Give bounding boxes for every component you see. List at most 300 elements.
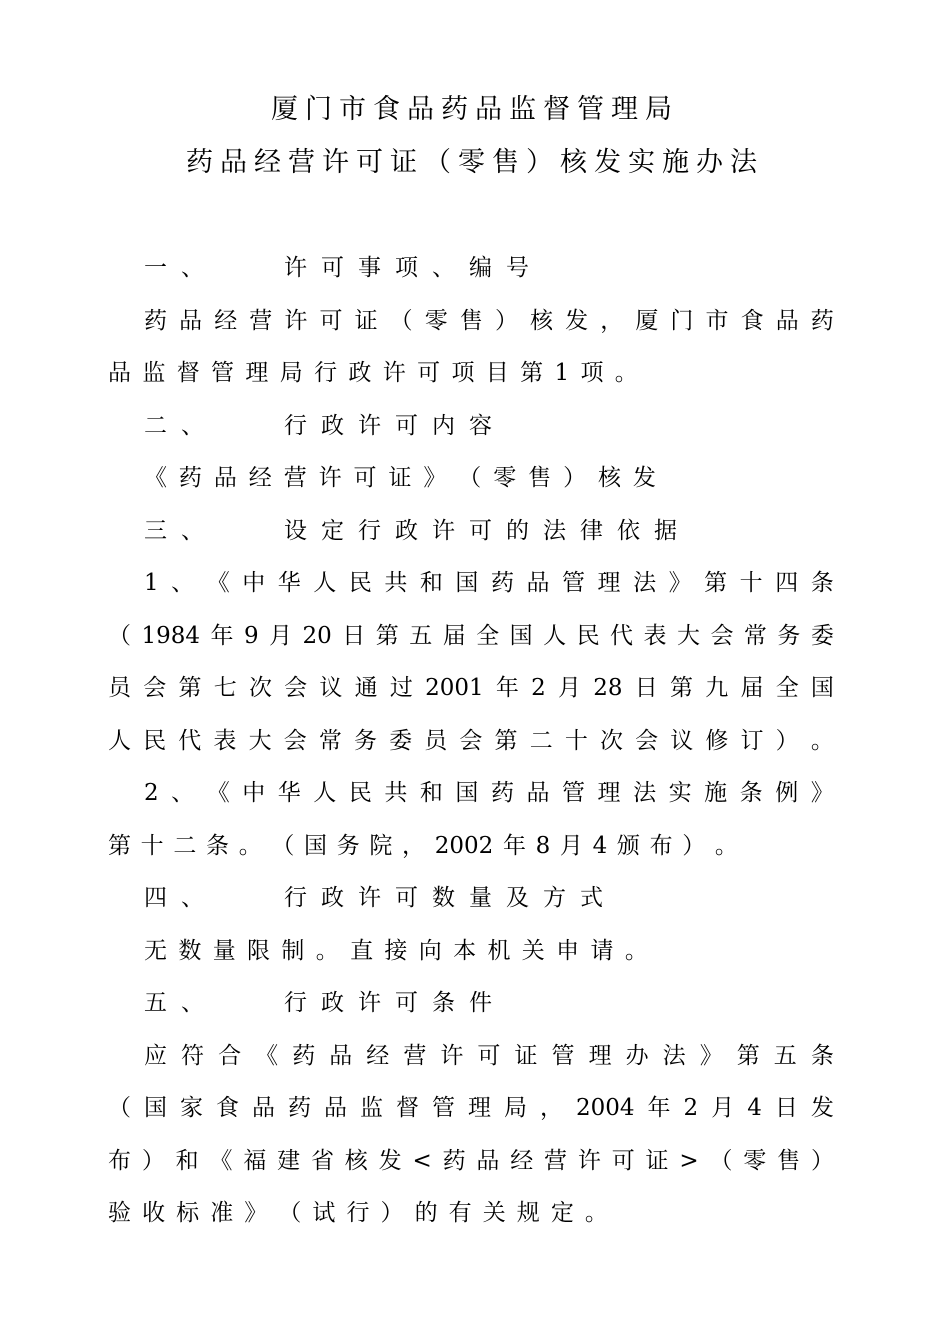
- text-glyph: 直: [350, 937, 374, 964]
- spread-line: [108, 723, 834, 759]
- text-glyph: 局: [279, 360, 303, 386]
- text-glyph: 品: [252, 1095, 275, 1121]
- text-glyph: 发: [810, 1095, 834, 1121]
- text-glyph: 量: [212, 937, 236, 964]
- text-glyph: 表: [643, 622, 667, 649]
- text-glyph: 监: [360, 1095, 383, 1121]
- section-heading-3: [108, 513, 834, 566]
- text-glyph: 1: [554, 360, 570, 386]
- section-number: 二、: [144, 412, 218, 439]
- text-glyph: 9: [243, 622, 259, 649]
- text-glyph: 食: [216, 1095, 239, 1121]
- text-glyph: 二: [529, 727, 553, 754]
- text-glyph: 证: [514, 1042, 538, 1069]
- text-glyph: 营: [403, 1042, 427, 1069]
- text-glyph: 证: [354, 307, 378, 334]
- text-glyph: 2001: [425, 675, 484, 701]
- text-glyph: （: [389, 307, 413, 334]
- text-glyph: ）: [563, 465, 587, 491]
- text-glyph: 月: [559, 832, 583, 859]
- text-glyph: 理: [588, 1042, 612, 1069]
- text-glyph: 第: [736, 1042, 760, 1069]
- text-glyph: 通: [354, 675, 378, 701]
- text-glyph: 会: [635, 727, 659, 754]
- text-glyph: 本: [453, 937, 477, 964]
- text-glyph: 《: [144, 465, 167, 491]
- spread-line: [144, 1038, 834, 1074]
- text-glyph: ，: [540, 1095, 563, 1121]
- text-glyph: 中: [242, 780, 266, 806]
- text-glyph: 颁: [616, 832, 640, 859]
- text-glyph: ）: [494, 307, 518, 334]
- text-glyph: 管: [562, 780, 586, 806]
- text-glyph: 向: [418, 937, 442, 964]
- text-glyph: 药: [292, 1042, 316, 1069]
- text-glyph: 药: [810, 307, 834, 334]
- text-glyph: 药: [288, 1095, 311, 1121]
- text-glyph: 九: [705, 675, 729, 701]
- text-glyph: 。: [714, 832, 738, 859]
- text-glyph: 品: [179, 307, 203, 334]
- text-glyph: 项: [451, 360, 475, 386]
- text-glyph: 药: [178, 465, 202, 491]
- text-glyph: 院: [369, 832, 393, 859]
- text-glyph: 品: [775, 307, 799, 334]
- text-glyph: 可: [477, 1042, 501, 1069]
- section-number: 一、: [144, 255, 218, 281]
- text-glyph: 厦: [635, 307, 659, 334]
- text-glyph: 人: [543, 622, 567, 649]
- text-glyph: 建: [277, 1147, 301, 1174]
- text-glyph: 请: [590, 937, 614, 964]
- text-glyph: 会: [284, 675, 308, 701]
- text-glyph: 发: [632, 465, 656, 491]
- text-glyph: 关: [521, 937, 545, 964]
- text-glyph: 代: [178, 727, 202, 754]
- text-glyph: 会: [143, 675, 167, 701]
- text-glyph: 月: [711, 1095, 735, 1121]
- text-glyph: 食: [740, 307, 764, 334]
- text-glyph: 品: [526, 570, 550, 596]
- text-glyph: 五: [409, 622, 433, 649]
- text-glyph: 人: [313, 570, 337, 596]
- text-glyph: 法: [633, 570, 657, 596]
- text-glyph: 条: [810, 570, 834, 596]
- document-title-line1: 厦门市食品药品监督管理局: [271, 94, 679, 125]
- spread-line: [108, 1143, 834, 1179]
- text-glyph: 28: [593, 675, 623, 701]
- text-glyph: 五: [773, 1042, 797, 1069]
- text-glyph: 常: [318, 727, 342, 754]
- section-heading-2: [108, 408, 834, 461]
- spread-line: [108, 618, 834, 654]
- text-glyph: 营: [249, 307, 273, 334]
- text-glyph: 售: [777, 1147, 801, 1174]
- text-glyph: 。: [624, 937, 648, 964]
- text-glyph: 实: [668, 780, 692, 806]
- text-glyph: ）: [380, 1200, 404, 1226]
- text-glyph: 有: [448, 1200, 472, 1226]
- text-glyph: 修: [705, 727, 729, 754]
- text-glyph: 大: [676, 622, 700, 649]
- paragraph-line: [108, 828, 834, 881]
- text-glyph: 条: [810, 1042, 834, 1069]
- text-glyph: 经: [510, 1147, 534, 1174]
- text-glyph: 理: [468, 1095, 491, 1121]
- text-glyph: 议: [319, 675, 343, 701]
- section-number: 四、: [144, 885, 218, 911]
- section-heading-1: [108, 250, 834, 303]
- text-glyph: 办: [625, 1042, 649, 1069]
- text-glyph: 第: [520, 360, 544, 386]
- text-glyph: 例: [775, 780, 799, 806]
- spread-line: [108, 670, 834, 706]
- text-glyph: 零: [493, 465, 517, 491]
- text-glyph: 8: [535, 832, 551, 859]
- text-glyph: 民: [576, 622, 600, 649]
- text-glyph: 零: [424, 307, 448, 334]
- text-glyph: 监: [142, 360, 166, 386]
- text-glyph: 法: [633, 780, 657, 806]
- text-glyph: 2004: [576, 1095, 635, 1121]
- text-glyph: 十: [739, 570, 763, 596]
- text-glyph: 试: [312, 1200, 336, 1226]
- text-glyph: 可: [611, 1147, 635, 1174]
- text-glyph: 第: [375, 622, 399, 649]
- text-glyph: 合: [218, 1042, 242, 1069]
- text-glyph: 。: [315, 937, 339, 964]
- text-glyph: 第: [108, 832, 131, 859]
- text-glyph: 全: [775, 675, 799, 701]
- text-glyph: 经: [366, 1042, 390, 1069]
- text-glyph: 机: [487, 937, 511, 964]
- text-glyph: 《: [209, 1147, 233, 1174]
- text-glyph: 务: [353, 727, 377, 754]
- spread-line: [108, 355, 638, 391]
- text-glyph: 四: [775, 570, 799, 596]
- text-glyph: 共: [384, 780, 408, 806]
- text-glyph: 和: [175, 1147, 199, 1174]
- text-glyph: 药: [490, 570, 514, 596]
- text-glyph: 《: [255, 1042, 279, 1069]
- section-number: 五、: [144, 990, 218, 1016]
- text-glyph: 日: [634, 675, 658, 701]
- text-glyph: 年: [495, 675, 519, 701]
- text-glyph: 七: [213, 675, 237, 701]
- text-glyph: 十: [564, 727, 588, 754]
- text-glyph: 营: [544, 1147, 568, 1174]
- text-glyph: 和: [419, 570, 443, 596]
- text-glyph: 2: [144, 780, 159, 806]
- text-glyph: 定: [550, 1200, 574, 1226]
- text-glyph: 管: [562, 570, 586, 596]
- text-glyph: 福: [243, 1147, 267, 1174]
- text-glyph: 理: [597, 780, 621, 806]
- text-glyph: 限: [247, 937, 271, 964]
- text-glyph: 经: [214, 307, 238, 334]
- spread-line: [144, 460, 656, 496]
- text-glyph: 年: [210, 622, 234, 649]
- text-glyph: 第: [494, 727, 518, 754]
- text-glyph: 国: [144, 1095, 167, 1121]
- text-glyph: 接: [384, 937, 408, 964]
- paragraph-line: [108, 1143, 834, 1196]
- text-glyph: 符: [181, 1042, 205, 1069]
- paragraph-line: [108, 303, 834, 356]
- text-glyph: 华: [277, 780, 301, 806]
- text-glyph: 行: [314, 360, 338, 386]
- text-glyph: 核: [597, 465, 621, 491]
- text-glyph: 大: [248, 727, 272, 754]
- text-glyph: 4: [592, 832, 608, 859]
- text-glyph: 务: [777, 622, 801, 649]
- text-glyph: （: [108, 622, 131, 649]
- text-glyph: 2: [683, 1095, 699, 1121]
- text-glyph: 中: [242, 570, 266, 596]
- text-glyph: 许: [382, 360, 406, 386]
- document-title-line2: 药品经营许可证（零售）核发实施办法: [186, 147, 764, 178]
- text-glyph: 条: [739, 780, 763, 806]
- text-glyph: 行: [346, 1200, 370, 1226]
- text-glyph: （: [271, 832, 295, 859]
- section-heading-text: 行政许可内容: [284, 412, 506, 439]
- text-glyph: 许: [440, 1042, 464, 1069]
- text-glyph: 施: [704, 780, 728, 806]
- text-glyph: 品: [476, 1147, 500, 1174]
- text-glyph: 届: [740, 675, 764, 701]
- text-glyph: 管: [551, 1042, 575, 1069]
- text-glyph: 布: [108, 1147, 131, 1174]
- text-glyph: 2002: [434, 832, 494, 859]
- text-glyph: ）: [810, 1147, 834, 1174]
- text-glyph: 发: [565, 307, 589, 334]
- text-glyph: 关: [482, 1200, 506, 1226]
- text-glyph: 条: [206, 832, 230, 859]
- text-glyph: 月: [269, 622, 293, 649]
- text-glyph: 局: [504, 1095, 527, 1121]
- text-glyph: 证: [645, 1147, 669, 1174]
- document-body: [108, 250, 834, 1248]
- section-heading-4: [108, 880, 834, 933]
- text-glyph: >: [679, 1147, 699, 1174]
- spread-line: [108, 1090, 834, 1126]
- text-glyph: 品: [329, 1042, 353, 1069]
- text-glyph: 人: [108, 727, 131, 754]
- text-glyph: 政: [348, 360, 372, 386]
- text-glyph: 国: [509, 622, 533, 649]
- text-glyph: 第: [704, 570, 728, 596]
- text-glyph: 《: [206, 780, 230, 806]
- section-heading-text: 许可事项、编号: [284, 255, 543, 281]
- text-glyph: 管: [211, 360, 235, 386]
- text-glyph: 月: [558, 675, 581, 701]
- text-glyph: 证: [388, 465, 412, 491]
- text-glyph: 》: [668, 570, 692, 596]
- text-glyph: 年: [502, 832, 526, 859]
- text-glyph: 理: [597, 570, 621, 596]
- text-glyph: 核: [530, 307, 554, 334]
- text-glyph: （: [108, 1095, 131, 1121]
- spread-line: [144, 775, 834, 811]
- text-glyph: 规: [516, 1200, 540, 1226]
- paragraph-line: [108, 1195, 834, 1248]
- text-glyph: 务: [336, 832, 360, 859]
- text-glyph: 数: [178, 937, 202, 964]
- spread-line: [108, 828, 738, 864]
- text-glyph: 收: [142, 1200, 166, 1226]
- text-glyph: 的: [414, 1200, 438, 1226]
- text-glyph: 第: [178, 675, 202, 701]
- text-glyph: 委: [810, 622, 834, 649]
- text-glyph: 国: [455, 570, 479, 596]
- text-glyph: 二: [173, 832, 197, 859]
- text-glyph: 门: [670, 307, 694, 334]
- text-glyph: 常: [743, 622, 767, 649]
- text-glyph: 制: [281, 937, 305, 964]
- section-heading-text: 行政许可条件: [284, 990, 506, 1016]
- text-glyph: 家: [180, 1095, 203, 1121]
- text-glyph: （: [458, 465, 482, 491]
- paragraph-line: [108, 618, 834, 671]
- text-glyph: 品: [213, 465, 237, 491]
- text-glyph: 品: [108, 360, 131, 386]
- text-glyph: ，: [600, 307, 624, 334]
- text-glyph: 。: [614, 360, 638, 386]
- text-glyph: 标: [176, 1200, 200, 1226]
- text-glyph: 品: [526, 780, 550, 806]
- text-glyph: 民: [143, 727, 167, 754]
- text-glyph: 华: [277, 570, 301, 596]
- text-glyph: 发: [378, 1147, 402, 1174]
- text-glyph: 过: [389, 675, 413, 701]
- spread-line: [108, 1195, 608, 1231]
- spread-line: [144, 933, 648, 969]
- text-glyph: 项: [580, 360, 604, 386]
- text-glyph: 营: [283, 465, 307, 491]
- text-glyph: 议: [670, 727, 694, 754]
- text-glyph: （: [278, 1200, 302, 1226]
- text-glyph: 省: [310, 1147, 334, 1174]
- text-glyph: 督: [176, 360, 200, 386]
- text-glyph: 届: [442, 622, 466, 649]
- spread-line: [144, 565, 834, 601]
- paragraph-line: [108, 1038, 834, 1091]
- text-glyph: 验: [108, 1200, 131, 1226]
- text-glyph: 日: [342, 622, 366, 649]
- text-glyph: ）: [141, 1147, 165, 1174]
- paragraph-line: [108, 460, 834, 513]
- text-glyph: 市: [705, 307, 729, 334]
- text-glyph: 》: [423, 465, 447, 491]
- text-glyph: 民: [348, 570, 372, 596]
- text-glyph: 表: [213, 727, 237, 754]
- text-glyph: 经: [248, 465, 272, 491]
- text-glyph: 可: [353, 465, 377, 491]
- text-glyph: 药: [442, 1147, 466, 1174]
- text-glyph: 申: [556, 937, 580, 964]
- text-glyph: 法: [662, 1042, 686, 1069]
- paragraph-line: [108, 670, 834, 723]
- paragraph-line: [108, 1090, 834, 1143]
- text-glyph: 人: [313, 780, 337, 806]
- text-glyph: 许: [318, 465, 342, 491]
- text-glyph: 十: [140, 832, 164, 859]
- text-glyph: 员: [108, 675, 131, 701]
- text-glyph: 订: [740, 727, 764, 754]
- section-heading-text: 行政许可数量及方式: [284, 885, 617, 911]
- text-glyph: 目: [485, 360, 509, 386]
- text-glyph: 会: [283, 727, 307, 754]
- text-glyph: <: [412, 1147, 432, 1174]
- section-number: 三、: [144, 517, 218, 544]
- text-glyph: 。: [238, 832, 262, 859]
- text-glyph: 4: [747, 1095, 762, 1121]
- text-glyph: 次: [248, 675, 272, 701]
- paragraph-line: [108, 723, 834, 776]
- text-glyph: 代: [610, 622, 634, 649]
- text-glyph: ，: [402, 832, 426, 859]
- text-glyph: 应: [144, 1042, 167, 1069]
- text-glyph: 全: [476, 622, 500, 649]
- text-glyph: 售: [459, 307, 483, 334]
- text-glyph: 》: [810, 780, 834, 806]
- text-glyph: 品: [324, 1095, 347, 1121]
- paragraph-line: [108, 933, 834, 986]
- text-glyph: 国: [455, 780, 479, 806]
- text-glyph: 20: [302, 622, 332, 649]
- text-glyph: 第: [669, 675, 693, 701]
- text-glyph: 药: [144, 307, 167, 334]
- text-glyph: 国: [304, 832, 328, 859]
- text-glyph: 2: [531, 675, 546, 701]
- text-glyph: 共: [384, 570, 408, 596]
- text-glyph: 委: [389, 727, 413, 754]
- text-glyph: 无: [144, 937, 167, 964]
- text-glyph: 管: [432, 1095, 455, 1121]
- text-glyph: 可: [417, 360, 441, 386]
- text-glyph: 1: [144, 570, 159, 596]
- text-glyph: ）: [775, 727, 799, 754]
- text-glyph: （: [709, 1147, 733, 1174]
- text-glyph: 次: [599, 727, 623, 754]
- text-glyph: 许: [284, 307, 308, 334]
- section-heading-5: [108, 985, 834, 1038]
- text-glyph: 售: [528, 465, 552, 491]
- text-glyph: 1984: [141, 622, 201, 649]
- text-glyph: 日: [774, 1095, 798, 1121]
- text-glyph: 可: [319, 307, 343, 334]
- section-heading-text: 设定行政许可的法律依据: [284, 517, 691, 544]
- text-glyph: 药: [490, 780, 514, 806]
- text-glyph: 布: [649, 832, 673, 859]
- text-glyph: 准: [210, 1200, 234, 1226]
- text-glyph: 会: [459, 727, 483, 754]
- text-glyph: 。: [584, 1200, 608, 1226]
- text-glyph: 许: [577, 1147, 601, 1174]
- text-glyph: 国: [810, 675, 834, 701]
- paragraph-line: [108, 565, 834, 618]
- text-glyph: 零: [743, 1147, 767, 1174]
- text-glyph: 、: [171, 780, 195, 806]
- text-glyph: 》: [244, 1200, 268, 1226]
- text-glyph: 年: [647, 1095, 671, 1121]
- text-glyph: 。: [810, 727, 834, 754]
- spread-line: [144, 303, 834, 339]
- text-glyph: 、: [171, 570, 195, 596]
- text-glyph: ）: [682, 832, 706, 859]
- paragraph-line: [108, 355, 834, 408]
- text-glyph: 理: [245, 360, 269, 386]
